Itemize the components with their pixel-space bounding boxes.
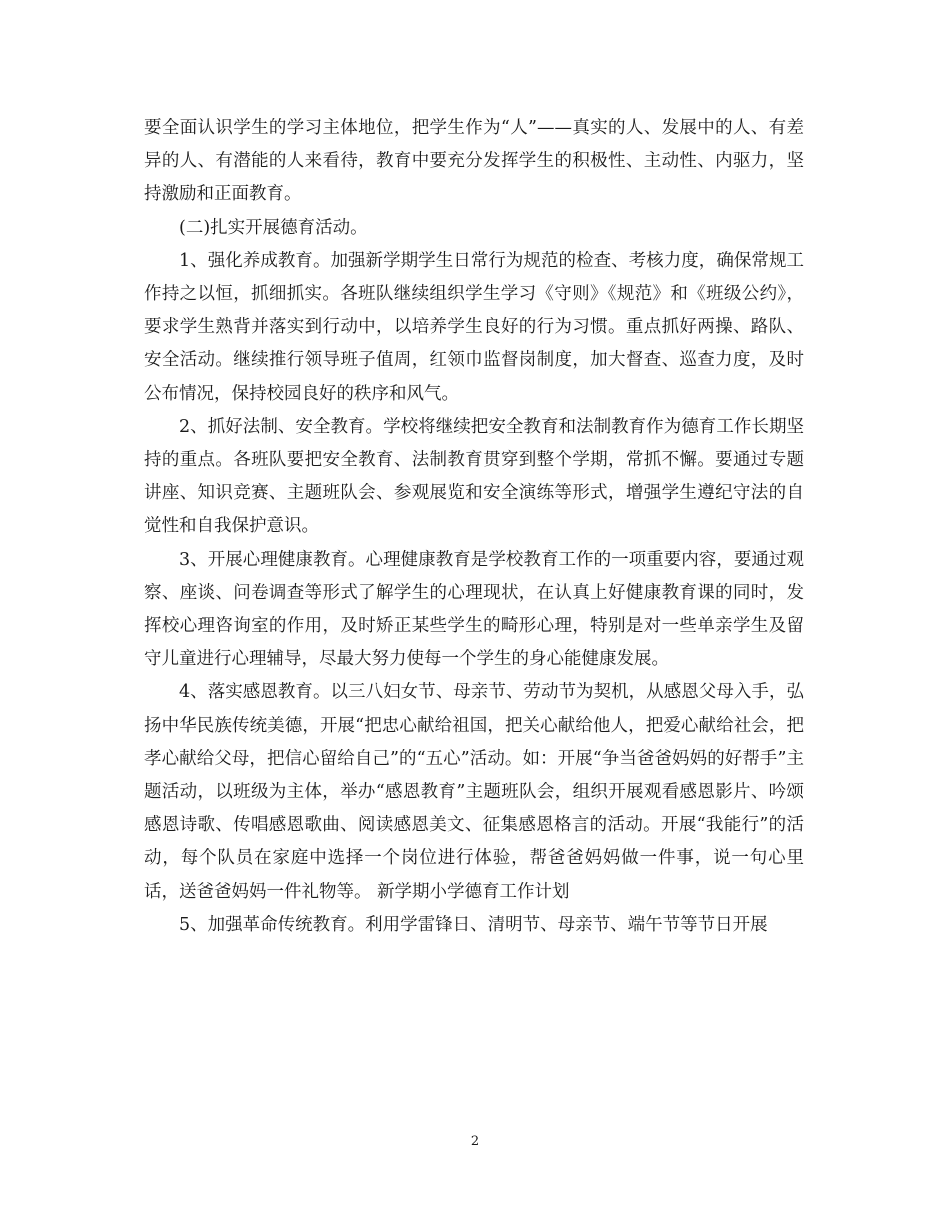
section-heading: (二)扎实开展德育活动。 xyxy=(179,217,368,238)
body-text xyxy=(144,112,804,942)
paragraph-item-2: 2、抓好法制、安全教育。学校将继续把安全教育和法制教育作为德育工作长期坚持的重点。各班队要把安全教育、法制教育贯穿到整个学期，常抓不懈。要通过专题讲座、知识竞赛、主题班队会、参观展览和安全演练等形式，增强学生遵纪守法的自觉性和自我保护意识。 xyxy=(144,416,804,537)
paragraph-continuation: 要全面认识学生的学习主体地位，把学生作为“人”——真实的人、发展中的人、有差异的人、有潜能的人来看待，教育中要充分发挥学生的积极性、主动性、内驱力，坚持激励和正面教育。 xyxy=(144,118,804,205)
paragraph-item-1: 1、强化养成教育。加强新学期学生日常行为规范的检查、考核力度，确保常规工作持之以恒，抓细抓实。各班队继续组织学生学习《守则》《规范》和《班级公约》，要求学生熟背并落实到行动中，以培养学生良好的行为习惯。重点抓好两操、路队、安全活动。继续推行领导班子值周，红领巾监督岗制度，加大督查、巡查力度，及时公布情况，保持校园良好的秩序和风气。 xyxy=(144,250,804,404)
page-number: 2 xyxy=(470,1134,480,1149)
paragraph-item-3: 3、开展心理健康教育。心理健康教育是学校教育工作的一项重要内容，要通过观察、座谈、问卷调查等形式了解学生的心理现状，在认真上好健康教育课的同时，发挥校心理咨询室的作用，及时矫正某些学生的畸形心理，特别是对一些单亲学生及留守儿童进行心理辅导，尽最大努力使每一个学生的身心能健康发展。 xyxy=(144,549,804,670)
paragraph-item-4: 4、落实感恩教育。以三八妇女节、母亲节、劳动节为契机，从感恩父母入手，弘扬中华民族传统美德，开展“把忠心献给祖国，把关心献给他人，把爱心献给社会，把孝心献给父母，把信心留给自己”的“五心”活动。如：开展“争当爸爸妈妈的好帮手”主题活动，以班级为主体，举办“感恩教育”主题班队会，组织开展观看感恩影片、吟颂感恩诗歌、传唱感恩歌曲、阅读感恩美文、征集感恩格言的活动。开展“我能行”的活动，每个队员在家庭中选择一个岗位进行体验，帮爸爸妈妈做一件事，说一句心里话，送爸爸妈妈一件礼物等。 新学期小学德育工作计划 xyxy=(144,682,804,902)
paragraph-item-5: 5、加强革命传统教育。利用学雷锋日、清明节、母亲节、端午节等节日开展 xyxy=(179,914,768,935)
